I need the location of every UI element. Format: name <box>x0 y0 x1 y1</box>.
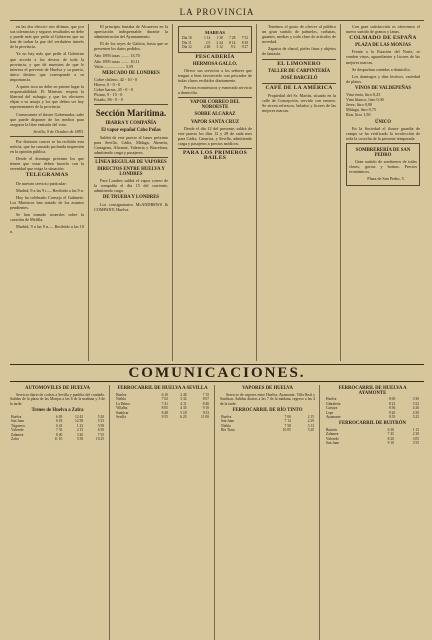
table-cell: Río Tinto <box>221 428 235 433</box>
lower-column-2 <box>115 385 215 640</box>
section-heading: VAPORES DE HUELVA <box>242 386 293 391</box>
lower-column-4 <box>325 385 424 640</box>
address: Plaza de San Pedro, 5. <box>367 176 405 182</box>
section-title-telegramas: TELEGRAMAS <box>25 172 69 179</box>
paragraph: Los domingos y días festivos, variedad de platos. <box>346 73 420 84</box>
section-title-maritima: Sección Marítima. <box>95 108 167 119</box>
table-cell: 2 0 <box>205 40 211 45</box>
table-cell: 2 24 <box>216 40 223 45</box>
table-cell: Zalamea <box>11 432 24 437</box>
table-cell: 4 26 <box>412 406 419 411</box>
table-cell: 7 00 <box>284 414 291 419</box>
section-heading: EL LIMONERO <box>277 60 321 67</box>
table-cell: 9 10 <box>387 441 394 446</box>
table-cell: Valverde <box>11 428 24 433</box>
table-cell: Huelva <box>326 397 337 402</box>
table-cell: 10 25 <box>95 437 104 442</box>
table-cell: 7 41 <box>161 401 168 406</box>
list-item: Año 1895 tasas ........ 10,11 <box>94 58 140 64</box>
paragraph: Madrid, 9 a las 9 n.— Recibido a las 10 n. <box>10 224 84 235</box>
divider <box>94 157 168 158</box>
table-cell: Huelva <box>11 414 22 419</box>
market-list <box>94 77 168 102</box>
table-cell: 9 55 <box>161 415 168 420</box>
table-cell: Huelva <box>116 392 127 397</box>
paragraph: Consecuente el ilustre Gobernador, sabe que puede disponer de los medios para asegurar la libre emisión del voto. <box>10 111 84 127</box>
section-heading: FERROCARRIL DE BUITRÓN <box>339 420 406 426</box>
section-heading: DE TRUEBA Y LONDRES <box>102 195 160 201</box>
table-cell: 3 52 <box>412 401 419 406</box>
paragraph: Se despachan comidas a domicilio. <box>352 66 411 72</box>
paragraph: Saldrá de este puerto el lunes próximo para Sevilla, Cádiz, Málaga, Almería, Cartagena, Alicante, Valencia y Barcelona, admitiendo carga y pasajeros. <box>94 134 168 155</box>
table-cell: 5 20 <box>97 414 104 419</box>
section-heading: FERROCARRIL DE HUELVA A AYAMONTE <box>338 386 407 396</box>
table-cell: Niebla <box>221 423 231 428</box>
table-cell: 9 55 <box>388 415 396 420</box>
paragraph: Los consignatarios McANDREWS & COMPANY, Huelva. <box>94 201 168 212</box>
table-cell: 1 14 <box>203 36 211 41</box>
table-row <box>220 428 315 433</box>
table-cell: 7 45 <box>387 432 394 437</box>
tide-table-title: MAREAS <box>205 30 225 35</box>
paragraph: Madrid, 9 a las 9 t.— Recibido a las 9 n. <box>16 187 84 193</box>
section-heading: El vapor español Cabo Peñas <box>101 128 161 134</box>
table-cell: 8 56 <box>388 406 396 411</box>
list-item: Hierro, 0 - 0 - 0 <box>94 81 121 87</box>
table-cell: 8 20 <box>387 436 394 441</box>
table-cell: 4 35 <box>180 406 187 411</box>
section-heading: AUTOMÓVILES DE HUELVA <box>25 386 90 391</box>
table-cell: 6 43 <box>56 423 63 428</box>
column-4 <box>262 24 341 361</box>
timetable <box>220 415 315 433</box>
table-row <box>10 437 105 442</box>
section-heading: SOBRE ALCARAZ <box>194 112 236 118</box>
section-heading: TALLER DE CARPINTERÍA <box>267 68 331 74</box>
table-cell: 3 05 <box>412 436 419 441</box>
table-cell: 9 2 <box>230 45 236 50</box>
table-cell: San Juan <box>221 419 234 424</box>
list-item: Cobre chileno, 42 - 10 - 0 <box>94 76 138 82</box>
section-heading: SOMBRERERÍA DE SAN PEDRO <box>355 147 411 158</box>
section-heading: MERCADO DE LONDRES <box>102 70 160 76</box>
table-cell: Niebla <box>116 397 126 402</box>
paragraph: Para Londres saldrá el vapor correo de la compañía el día 15 del corriente, admitiendo carga. <box>94 178 168 194</box>
section-heading: FERROCARRIL DE HUELVA A SEVILLA <box>117 386 208 391</box>
tide-table-grid <box>181 36 249 50</box>
table-cell: 4 11 <box>180 401 187 406</box>
table-cell: Zafra <box>11 437 19 442</box>
table-cell: 4 50 <box>412 410 419 415</box>
section-heading: IBARRA Y COMPAÑÍA <box>105 121 157 127</box>
tide-table <box>178 26 252 53</box>
table-cell: 5 20 <box>307 428 314 433</box>
list-item: Vino blanco, litro 0,30 <box>346 97 384 103</box>
divider <box>262 83 336 84</box>
list-item: Ron, litro 1,50 <box>346 112 371 118</box>
table-cell: 6 10 <box>161 392 168 397</box>
paragraph: Por distintos cauces se ha recibido esta noticia, que ha causado profunda impresión en la opinión pública. <box>10 138 84 155</box>
table-cell: Zalamea <box>326 432 339 437</box>
paragraph: El de los reyes de Galicia, hasta que se presenten los datos pedidos. <box>94 41 168 52</box>
section-heading: COLMADO DE ESPAÑA <box>349 35 417 42</box>
lower-column-3 <box>220 385 320 640</box>
section-heading: PESCADERÍA <box>195 53 235 60</box>
table-cell: 12 58 <box>75 419 84 424</box>
table-cell: 11 10 <box>54 437 63 442</box>
table-cell: 8 40 <box>56 432 63 437</box>
divider <box>10 136 84 137</box>
table-cell: Día 12 <box>182 45 192 50</box>
table-cell: Lepe <box>326 410 334 415</box>
table-cell: 8 46 <box>202 401 209 406</box>
section-heading: VAPOR SANTA CRUZ <box>190 119 240 125</box>
table-cell: 11 00 <box>201 415 209 420</box>
table-cell: 8 39 <box>241 40 248 45</box>
table-cell: 3 32 <box>180 397 187 402</box>
table-cell: 7 52 <box>241 36 248 41</box>
paragraph: Hoy ha celebrado Consejo el Gabinete. Los Ministros han tratado de los asuntos pendientes. <box>10 194 84 210</box>
table-cell: La Palma <box>116 401 130 406</box>
paragraph: Frente a la Estación del Norte, se venden vinos, aguardientes y licores de las mejores marcas. <box>346 49 420 65</box>
table-row <box>181 45 249 50</box>
divider <box>262 59 336 60</box>
upper-section <box>10 24 424 361</box>
table-cell: 9 10 <box>202 406 209 411</box>
table-row <box>115 415 210 420</box>
lower-column-1 <box>10 385 110 640</box>
list-item: Jerez, litro 0,90 <box>346 102 373 108</box>
timetable <box>10 415 105 442</box>
table-cell: 6 05 <box>56 414 63 419</box>
table-cell: 7 14 <box>284 419 291 424</box>
paragraph: Servicio de vapores entre Huelva, Ayamonte, Villa Real y Sanlúcar. Salidas diarias a las 7 de la mañana, regreso a las 4 de la tarde. <box>220 392 315 407</box>
list-item: Plomo, 9 - 15 - 0 <box>94 92 123 98</box>
table-cell: 10 05 <box>282 428 291 433</box>
table-cell: Ayamonte <box>326 415 341 420</box>
table-cell: 7 28 <box>229 36 236 41</box>
table-cell: Sanlúcar <box>116 410 129 415</box>
section-heading: VINOS DE VALDEPEÑAS <box>354 85 412 91</box>
paragraph: Tenemos el gusto de ofrecer al público un gran surtido de pañuelos, corbatas, guantes, medias y toda clase de artículos de novedad. <box>262 24 336 45</box>
table-cell: Huelva <box>221 414 232 419</box>
list-item: Valor..................... 3,59 <box>94 63 134 69</box>
table-cell: 1 38 <box>216 36 223 41</box>
table-cell: 2 48 <box>203 45 211 50</box>
lower-section <box>10 385 424 640</box>
table-cell: 6 50 <box>97 428 104 433</box>
timetable <box>115 393 210 420</box>
table-cell: Cartaya <box>326 406 338 411</box>
table-cell: Buitrón <box>326 427 337 432</box>
table-cell: 5 25 <box>412 415 419 420</box>
paragraph: De nuestro servicio particular: <box>16 180 67 186</box>
paragraph: Servicio diario de coches a Sevilla y pueblos del condado. Salidas de la plaza de las Monjas a las 6 de la mañana y 3 de la tarde. <box>10 392 105 407</box>
table-cell: 9 27 <box>241 45 248 50</box>
paragraph: Ya no hay más que pedir al Gobierno que acceda a los deseos de toda la provincia, y que dé muestras de que le interesa el porvenir de Huelva y su puerto, único destino que corresponde a su importancia. <box>10 51 84 82</box>
paragraph: En la Sociedad el ilustre guardia de campo se ha verificado la recolección de toda la cosecha de la presente temporada. <box>346 125 420 141</box>
paragraph: en las dos eleccio- nes últimas, que por sus tolerancias y seguros resultados no debe y puede más que pedir al Gobierno que no han de turbar la paz del verdadero interés de la provincia. <box>10 24 84 50</box>
table-cell: 2 15 <box>76 428 84 433</box>
timetable <box>325 397 420 420</box>
table-cell: 9 53 <box>202 410 209 415</box>
timetable <box>325 428 420 446</box>
section-heading: LÍNEA REGULAR DE VAPORES <box>95 159 167 165</box>
table-cell: 1 15 <box>412 427 419 432</box>
table-cell: 9 20 <box>388 410 396 415</box>
price-list <box>94 53 168 68</box>
list-item: Málaga, litro 0,75 <box>346 107 377 113</box>
table-row <box>325 441 420 446</box>
table-cell: 6 18 <box>56 419 63 424</box>
table-cell: Villalba <box>116 406 128 411</box>
section-heading: PLAZA DE LAS MONJAS <box>355 43 411 49</box>
table-cell: Sevilla <box>116 415 126 420</box>
table-cell: 5 33 <box>97 419 104 424</box>
comunicaciones-banner: COMUNICACIONES. <box>10 364 424 382</box>
table-cell: 3 20 <box>76 432 84 437</box>
table-cell: 8 00 <box>388 397 396 402</box>
paragraph: Zapatos de charol, pieles finas y objetos de fantasía. <box>262 46 336 57</box>
wine-list <box>346 92 420 117</box>
section-heading: JOSÉ BARCELÓ <box>280 75 318 81</box>
section-heading: CAFÉ DE LA AMÉRICA <box>265 84 333 91</box>
table-cell: 5 58 <box>97 423 104 428</box>
table-cell: 3 12 <box>216 45 223 50</box>
masthead: LA PROVINCIA <box>10 6 424 21</box>
table-cell: 2 29 <box>307 419 314 424</box>
table-cell: 8 48 <box>161 410 168 415</box>
list-item: Cobre barras, 45 - 0 - 0 <box>94 87 133 93</box>
table-cell: 6 30 <box>387 427 394 432</box>
table-cell: 2 40 <box>180 392 187 397</box>
divider <box>178 97 252 98</box>
column-2 <box>94 24 173 361</box>
column-3 <box>178 24 257 361</box>
section-heading: ÚNICO <box>375 119 391 125</box>
table-cell: San Juan <box>11 419 24 424</box>
table-row <box>325 415 420 420</box>
table-cell: Gibraleón <box>326 401 341 406</box>
table-cell: 5 18 <box>180 410 187 415</box>
table-cell: Día 10 <box>182 36 192 41</box>
divider <box>94 104 168 105</box>
table-cell: 3 30 <box>412 397 419 402</box>
section-heading: FERROCARRIL DE RÍO TINTO <box>232 407 303 413</box>
table-cell: 7 02 <box>161 397 168 402</box>
paragraph: Ofrece sus servicios a los señores que tengan a bien favorecerle con pescados de todas clases recibidos diariamente. <box>178 67 252 83</box>
list-item: Estaño, 86 - 0 - 0 <box>94 97 123 103</box>
paragraph: Con gran satisfacción os ofrecemos el nuevo surtido de granos y lanas. <box>346 24 420 35</box>
table-cell: 1 23 <box>76 423 84 428</box>
table-cell: Valverde <box>326 436 339 441</box>
column-5 <box>346 24 424 361</box>
table-cell: 7 15 <box>202 392 209 397</box>
table-cell: 7 58 <box>284 423 291 428</box>
section-heading: DIRECTOS ENTRE HUELVA Y LONDRES <box>97 166 165 178</box>
paragraph: El principio bastaba de Alcaravea en la apreciación indispensable durante la administración del Ayuntamiento. <box>94 24 168 40</box>
table-cell: Trigueros <box>11 423 25 428</box>
table-cell: 8 05 <box>161 406 168 411</box>
section-heading: HERMOSA GALLO. <box>192 61 238 67</box>
table-cell: 8 22 <box>388 401 396 406</box>
column-1 <box>10 24 89 361</box>
table-cell: 3 13 <box>307 423 314 428</box>
table-cell: 5 50 <box>76 437 84 442</box>
table-cell: 3 55 <box>412 441 419 446</box>
paragraph: Se han tomado acuerdos sobre la cuestión de Melilla. <box>10 212 84 223</box>
section-heading: PARA LOS PRIMEROS BAILES <box>182 150 248 162</box>
paragraph: Desde el día 12 del presente, saldrá de este puerto los días 12 y 28 de cada mes para Cádiz, Canarias, y Sevilla, admitiendo carga y pasajeros a precios módicos. <box>178 125 252 146</box>
section-heading: VAPOR CORREO DEL NOROESTE <box>190 100 240 111</box>
paragraph: A quien toca no debe en primer lugar la responsabilidad: El Ministro respeta la libertad del sufragio y que los electores elijan a su antojo y los que deben ser hoy representantes de la provincia. <box>10 84 84 110</box>
list-item: Vino tinto, litro 0,25 <box>346 92 381 98</box>
section-heading: Trenes de Huelva a Zafra <box>31 407 84 413</box>
paragraph: Propiedad del Sr. Martín, situado en la calle de Concepción, servido con esmero. Se sirven refrescos, helados y licores de las mejores marcas. <box>262 92 336 114</box>
signature: Sevilla, 9 de Octubre de 1893. <box>33 128 84 134</box>
paragraph: Desde el domingo próximo los que tienen que votar deben hacerlo con la serenidad que exige la situación. <box>10 156 84 172</box>
table-cell: 7 35 <box>56 428 63 433</box>
advertisement <box>346 143 420 187</box>
list-item: Año 1893 tasas ........ 13,70 <box>94 53 140 59</box>
paragraph: Precios económicos y esmerado servicio a domicilio. <box>178 85 252 96</box>
table-cell: San Juan <box>326 441 339 446</box>
table-cell: 2 30 <box>412 432 419 437</box>
table-cell: 6 25 <box>180 415 187 420</box>
table-cell: Día 11 <box>182 40 192 45</box>
table-cell: 2 15 <box>307 414 314 419</box>
table-cell: 8 14 <box>229 40 236 45</box>
divider <box>178 148 252 149</box>
table-cell: 7 55 <box>97 432 104 437</box>
table-cell: 12 45 <box>75 414 84 419</box>
table-cell: 8 07 <box>202 397 209 402</box>
paragraph: Gran surtido de sombreros de todas clases, gorras y boinas. Precios económicos. <box>349 159 417 175</box>
